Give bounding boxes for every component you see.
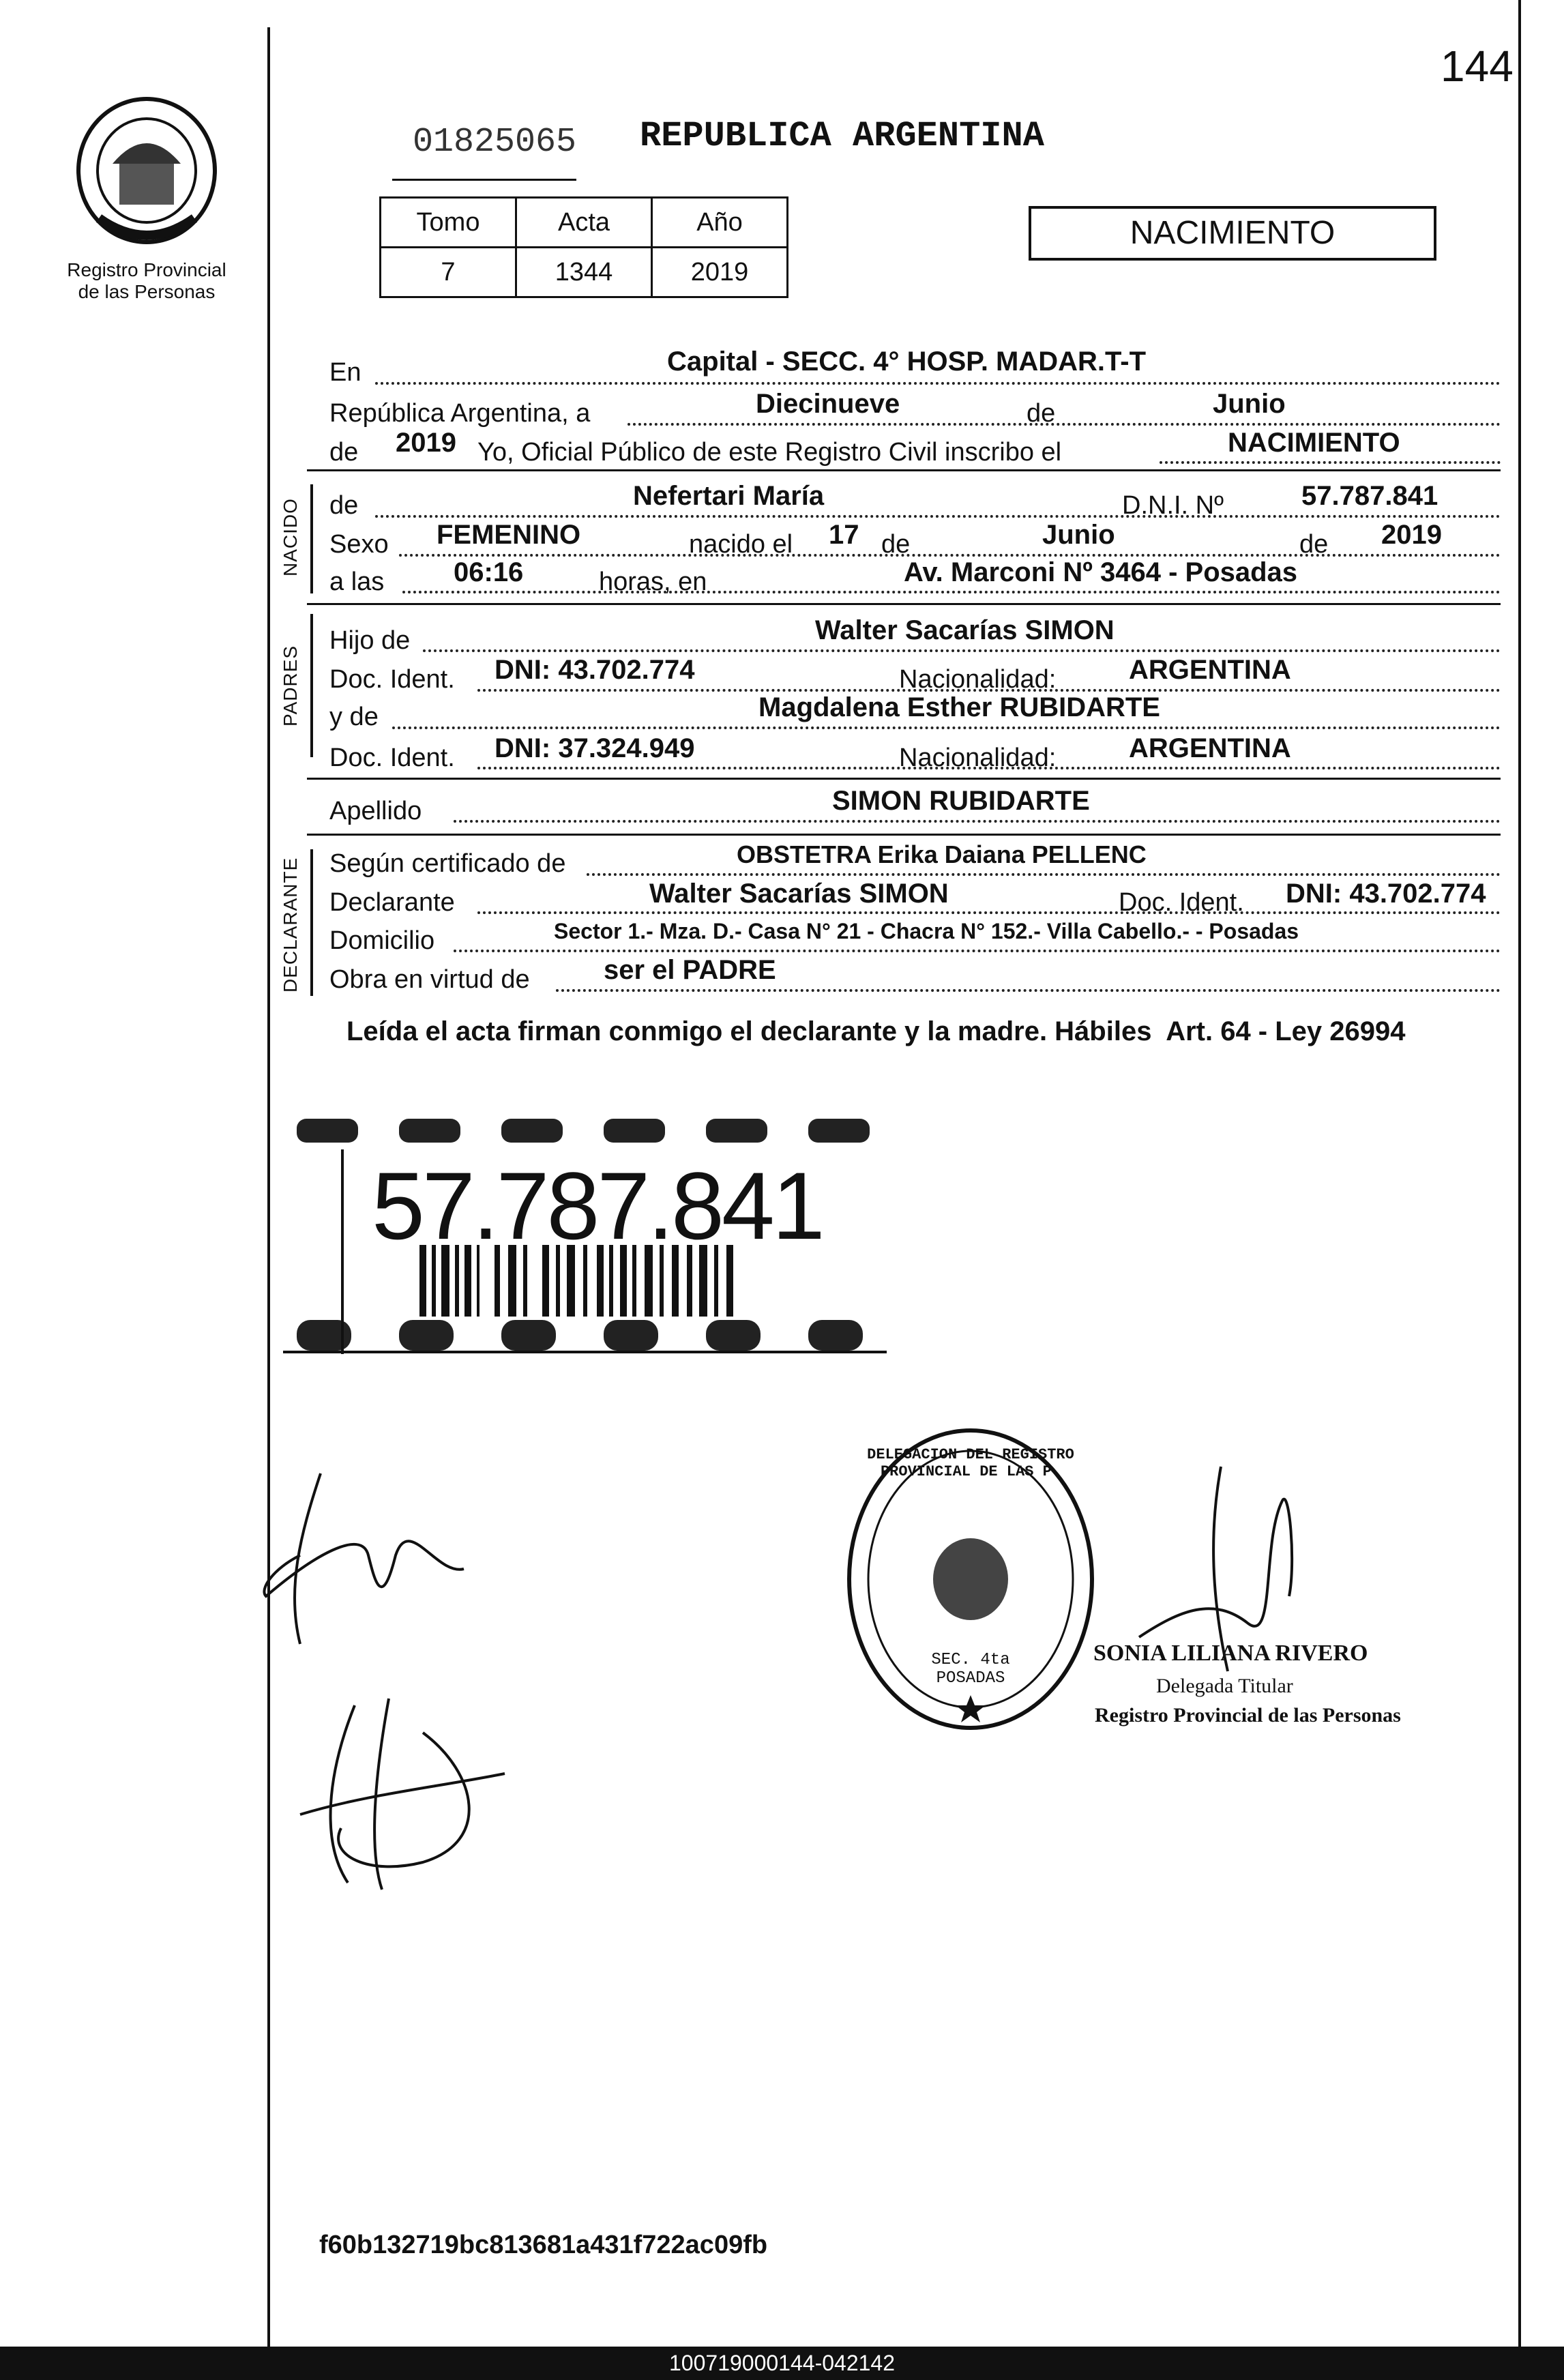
sticker-number: 57.787.841 xyxy=(372,1152,823,1259)
dom-value: Sector 1.- Mza. D.- Casa N° 21 - Chacra N° 152.- Villa Cabello.- - Posadas xyxy=(554,919,1299,943)
record-type-box: NACIMIENTO xyxy=(1029,206,1436,261)
page-number: 144 xyxy=(1441,42,1514,91)
serial-number: 01825065 xyxy=(413,123,577,162)
apellido-value: SIMON RUBIDARTE xyxy=(832,786,1090,816)
dni-value: 57.787.841 xyxy=(1301,481,1438,511)
closing-note: Leída el acta firman conmigo el declarante y la madre. Hábiles Art. 64 - Ley 26994 xyxy=(346,1016,1406,1046)
logo-caption-2: de las Personas xyxy=(78,281,216,302)
hijo-label: Hijo de xyxy=(329,626,411,655)
alas-label: a las xyxy=(329,568,385,596)
official-office: Registro Provincial de las Personas xyxy=(1095,1704,1401,1727)
doc1-value: DNI: 43.702.774 xyxy=(495,655,695,685)
doc2-value: DNI: 37.324.949 xyxy=(495,733,695,763)
de2-label: de xyxy=(329,438,359,467)
cert-label: Según certificado de xyxy=(329,849,566,878)
nacido-bracket xyxy=(310,484,313,593)
sexo-dots xyxy=(399,554,1501,557)
doc1-label: Doc. Ident. xyxy=(329,665,455,694)
seal-text: DELEGACION DEL REGISTRO PROVINCIAL DE LAS P. xyxy=(867,1446,1074,1480)
horas-label: horas, en xyxy=(599,568,707,596)
province-logo xyxy=(72,96,222,252)
table-value-tomo: 7 xyxy=(381,248,516,297)
sexo-label: Sexo xyxy=(329,530,389,559)
decl-doc-value: DNI: 43.702.774 xyxy=(1286,879,1486,909)
de-label: de xyxy=(1027,399,1056,428)
right-margin-line xyxy=(1518,0,1521,2347)
yo-label: Yo, Oficial Público de este Registro Civil inscribo el xyxy=(477,438,1062,467)
rep-label: República Argentina, a xyxy=(329,399,591,428)
yde-dots xyxy=(392,726,1501,729)
section-rule-4 xyxy=(307,834,1501,836)
de3-label: de xyxy=(329,491,359,520)
en-dots xyxy=(375,382,1501,385)
decl-doc-label: Doc. Ident. xyxy=(1119,888,1244,917)
obra-value: ser el PADRE xyxy=(604,955,776,985)
birth-year: 2019 xyxy=(1381,520,1442,550)
document-hash: f60b132719bc813681a431f722ac09fb xyxy=(319,2231,768,2259)
place-value: Av. Marconi Nº 3464 - Posadas xyxy=(904,557,1298,587)
decl-label: Declarante xyxy=(329,888,455,917)
apellido-label: Apellido xyxy=(329,797,422,825)
dom-dots xyxy=(454,950,1501,952)
decl-value: Walter Sacarías SIMON xyxy=(649,879,949,909)
sexo-value: FEMENINO xyxy=(437,520,581,550)
id-sticker xyxy=(283,1108,887,1354)
yde-label: y de xyxy=(329,703,379,731)
name-dots xyxy=(375,515,1501,518)
decl-dots xyxy=(477,911,1501,914)
left-margin-line xyxy=(267,27,270,2347)
dom-label: Domicilio xyxy=(329,926,435,955)
mother-value: Magdalena Esther RUBIDARTE xyxy=(758,692,1160,722)
cert-value: OBSTETRA Erika Daiana PELLENC xyxy=(737,840,1147,868)
mother-signature xyxy=(286,1692,518,1896)
official-name: SONIA LILIANA RIVERO xyxy=(1093,1641,1368,1666)
dni-label: D.N.I. Nº xyxy=(1122,491,1224,520)
birth-month: Junio xyxy=(1042,520,1115,550)
nac1-label: Nacionalidad: xyxy=(899,665,1057,694)
alas-dots xyxy=(402,591,1501,593)
inscribe-value: NACIMIENTO xyxy=(1228,428,1400,458)
year-value: 2019 xyxy=(396,428,456,458)
section-rule-2 xyxy=(307,603,1501,605)
table-header-tomo: Tomo xyxy=(381,198,516,248)
father-value: Walter Sacarías SIMON xyxy=(815,615,1115,645)
coat-of-arms-icon xyxy=(72,96,222,252)
nac2-value: ARGENTINA xyxy=(1129,733,1291,763)
en-label: En xyxy=(329,358,362,387)
time-value: 06:16 xyxy=(454,557,524,587)
de5-label: de xyxy=(1299,530,1329,559)
day-value: Diecinueve xyxy=(756,389,900,419)
name-value: Nefertari María xyxy=(633,481,825,511)
table-header-ano: Año xyxy=(652,198,788,248)
logo-caption-1: Registro Provincial xyxy=(67,259,226,280)
section-rule-3 xyxy=(307,778,1501,780)
declarante-side-label: DECLARANTE xyxy=(280,857,301,993)
obra-dots xyxy=(556,989,1501,992)
rep-dots xyxy=(628,423,1501,426)
country-title: REPUBLICA ARGENTINA xyxy=(640,116,1044,156)
table-header-acta: Acta xyxy=(516,198,652,248)
footer-code: 100719000144-042142 xyxy=(669,2351,895,2375)
section-rule-1 xyxy=(307,469,1501,471)
table-value-acta: 1344 xyxy=(516,248,652,297)
seal-inner-text: SEC. 4ta POSADAS xyxy=(931,1651,1010,1688)
month-value: Junio xyxy=(1213,389,1286,419)
nac2-label: Nacionalidad: xyxy=(899,744,1057,772)
yo-dots xyxy=(1160,461,1501,464)
de4-label: de xyxy=(881,530,911,559)
birth-day: 17 xyxy=(829,520,859,550)
official-title: Delegada Titular xyxy=(1156,1675,1293,1697)
nacido-side-label: NACIDO xyxy=(280,498,301,576)
declarant-signature xyxy=(259,1453,477,1658)
en-value: Capital - SECC. 4° HOSP. MADAR.T-T xyxy=(667,347,1147,377)
nacido-label: nacido el xyxy=(689,530,793,559)
doc2-label: Doc. Ident. xyxy=(329,744,455,772)
nac1-value: ARGENTINA xyxy=(1129,655,1291,685)
table-value-ano: 2019 xyxy=(652,248,788,297)
tomo-acta-ano-table xyxy=(379,196,788,298)
official-seal xyxy=(844,1426,1097,1733)
padres-bracket xyxy=(310,614,313,757)
padres-side-label: PADRES xyxy=(280,645,301,726)
apellido-dots xyxy=(454,820,1501,823)
declarante-bracket xyxy=(310,849,313,996)
obra-label: Obra en virtud de xyxy=(329,965,530,994)
cert-dots xyxy=(587,873,1501,876)
hijo-dots xyxy=(423,649,1501,652)
serial-underline xyxy=(392,179,576,181)
